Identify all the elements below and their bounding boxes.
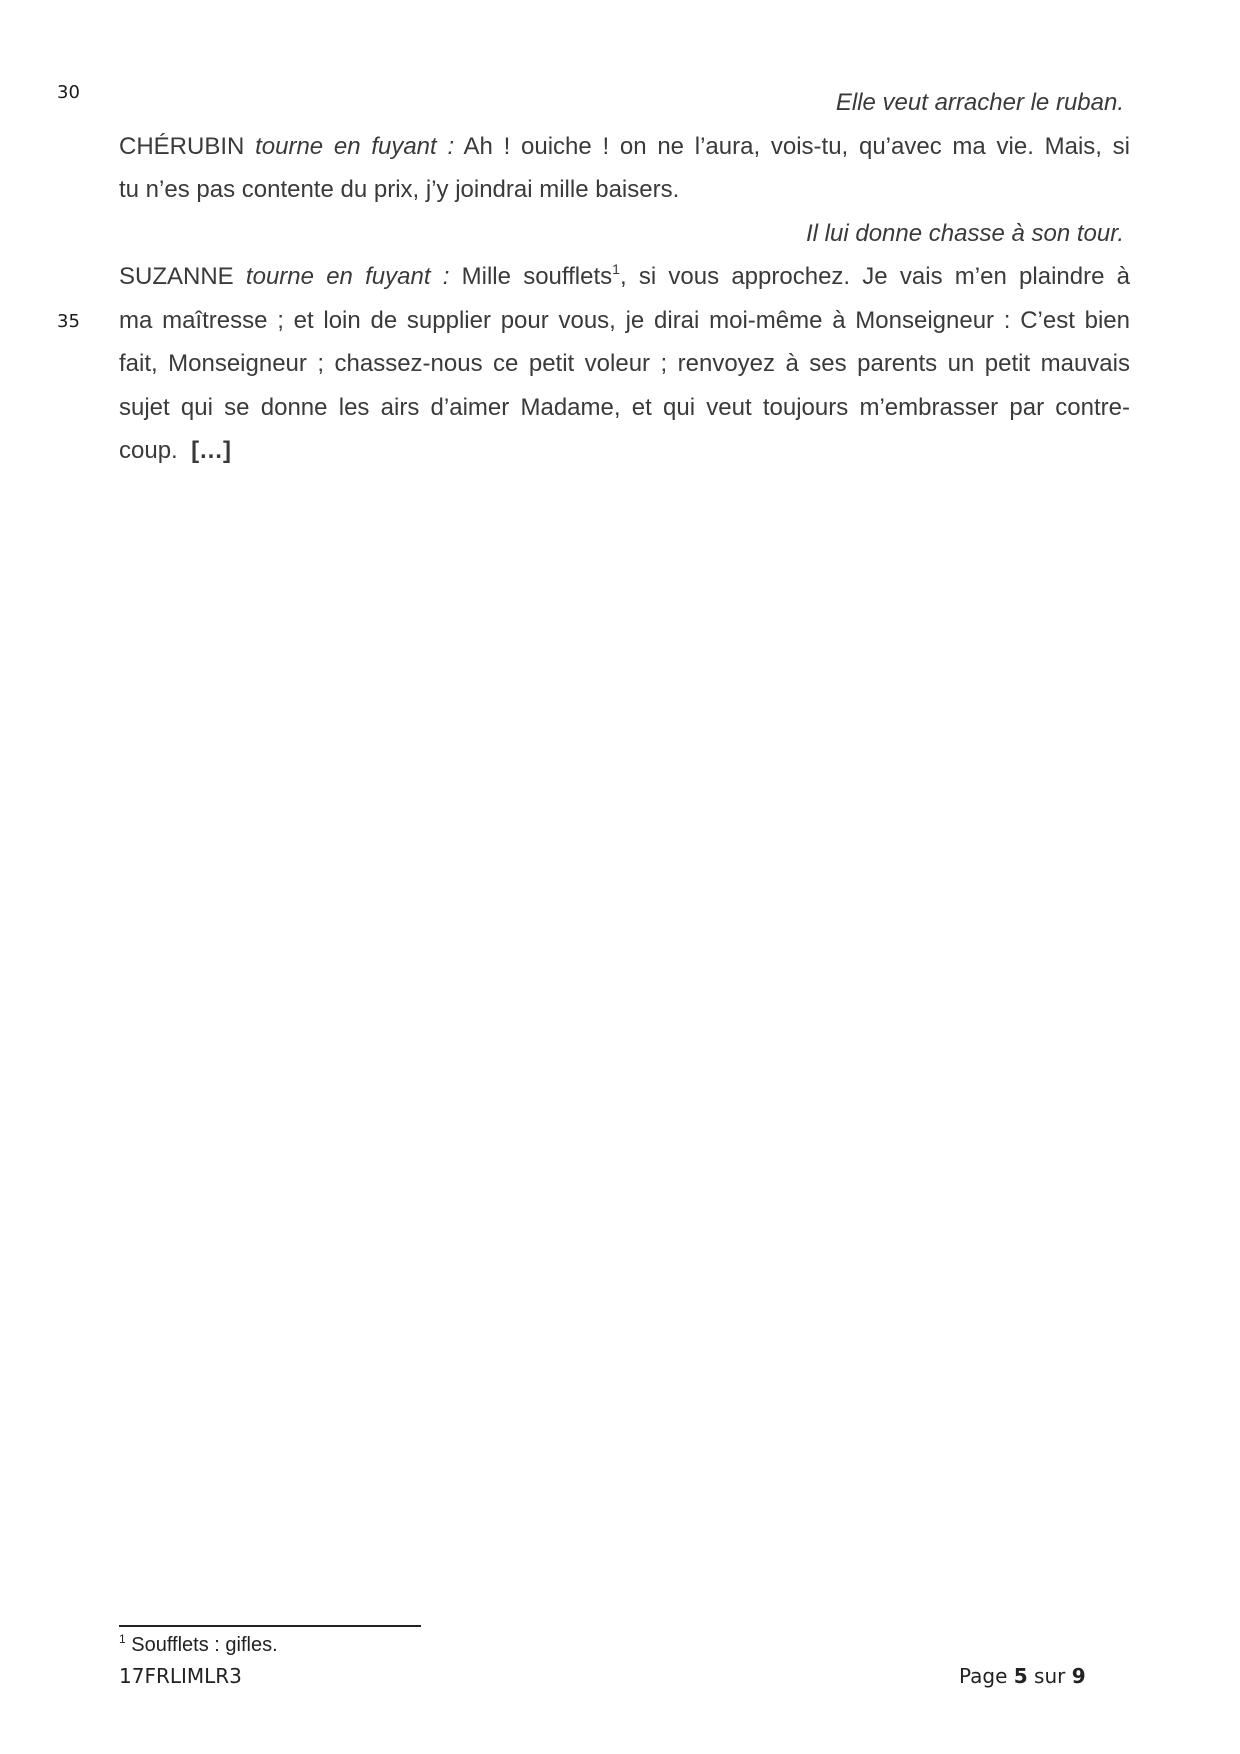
- speech-text: Mille soufflets: [449, 263, 613, 290]
- line-number-30: 30: [57, 82, 80, 103]
- line-number-35: 35: [57, 311, 80, 332]
- page-current: 5: [1013, 1664, 1028, 1688]
- speech-line: [119, 429, 1130, 473]
- speech-line: [119, 255, 1130, 299]
- page-middle: sur: [1027, 1664, 1072, 1688]
- speech-text: Ah ! ouiche ! on ne l’aura, vois-tu, qu’avec ma vie. Mais, si: [454, 132, 1131, 160]
- speech-line: ma maîtresse ; et loin de supplier pour vous, je dirai moi-même à Monseigneur : C’est bien: [119, 306, 1130, 334]
- page-prefix: Page: [959, 1664, 1014, 1688]
- ellipsis-marker: […]: [191, 437, 232, 464]
- speech-cherubin: [119, 125, 1130, 212]
- speaker-direction: tourne en fuyant :: [245, 263, 450, 290]
- speech-text: , si vous approchez. Je vais m’en plaindre à: [619, 263, 1131, 290]
- speech-text: coup.: [119, 437, 178, 464]
- footnote-reference: 1: [612, 261, 620, 277]
- speech-line: fait, Monseigneur ; chassez-nous ce petit voleur ; renvoyez à ses parents un petit mauvais: [119, 350, 1130, 377]
- play-excerpt: [119, 81, 1130, 473]
- speaker-name: CHÉRUBIN: [119, 132, 245, 160]
- footnote: [119, 1634, 278, 1657]
- document-code: 17FRLIMLR3: [119, 1664, 242, 1688]
- footnote-marker: 1: [119, 1632, 126, 1646]
- footnote-divider: [119, 1625, 421, 1627]
- speech-line: tu n’es pas contente du prix, j’y joindrai mille baisers.: [119, 176, 680, 203]
- speaker-direction: tourne en fuyant :: [255, 132, 455, 160]
- page-indicator: [959, 1664, 1086, 1688]
- speaker-name: SUZANNE: [119, 263, 234, 290]
- footnote-text: Soufflets : gifles.: [125, 1634, 278, 1656]
- page-total: 9: [1071, 1664, 1086, 1688]
- stage-direction: Il lui donne chasse à son tour.: [806, 219, 1124, 247]
- speech-line: [119, 125, 1130, 169]
- speech-line: sujet qui se donne les airs d’aimer Madame, et qui veut toujours m’embrasser par contre-: [119, 393, 1130, 421]
- speech-suzanne: [119, 255, 1130, 473]
- stage-direction: Elle veut arracher le ruban.: [835, 89, 1124, 116]
